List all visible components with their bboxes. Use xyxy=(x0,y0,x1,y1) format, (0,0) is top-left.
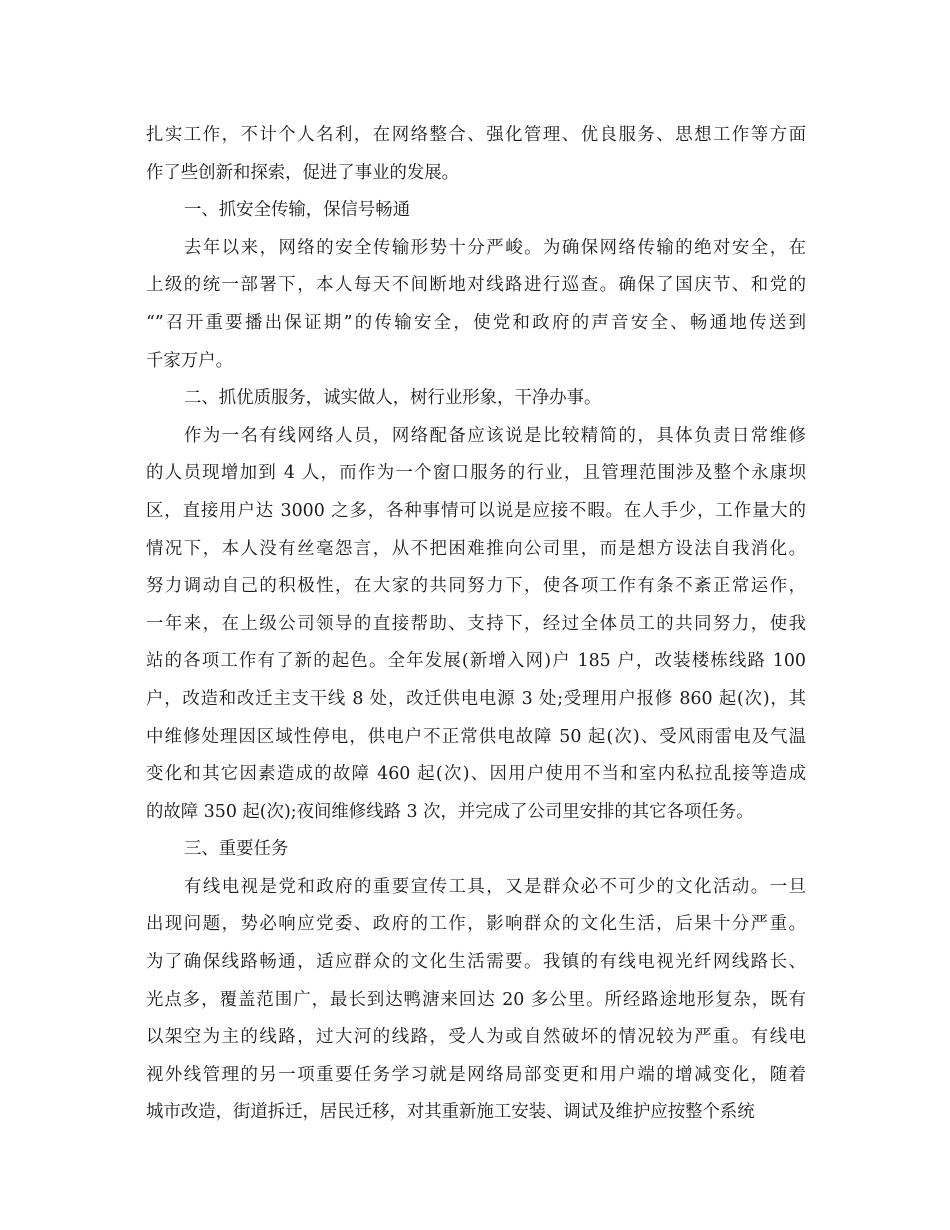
text-line: 作了些创新和探索，促进了事业的发展。 xyxy=(146,162,460,183)
text-line: 一年来，在上级公司领导的直接帮助、支持下，经过全体员工的共同努力，使我 xyxy=(146,613,806,634)
paragraph xyxy=(146,418,806,832)
text-line: 扎实工作，不计个人名利，在网络整合、强化管理、优良服务、思想工作等方面 xyxy=(146,125,806,145)
text-line: 努力调动自己的积极性，在大家的共同努力下，使各项工作有条不紊正常运作， xyxy=(146,576,806,597)
paragraph xyxy=(146,230,806,380)
text-line: 站的各项工作有了新的起色。全年发展(新增入网)户 185 户，改装楼栋线路 100 xyxy=(146,651,806,672)
text-line: 去年以来，网络的安全传输形势十分严峻。为确保网络传输的绝对安全，在 xyxy=(184,237,806,258)
text-line: 中维修处理因区域性停电，供电户不正常供电故障 50 起(次)、受风雨雷电及气温 xyxy=(146,726,806,747)
text-line: 变化和其它因素造成的故障 460 起(次)、因用户使用不当和室内私拉乱接等造成 xyxy=(146,764,806,785)
text-line: 千家万户。 xyxy=(146,350,233,371)
text-line: 城市改造，街道拆迁，居民迁移，对其重新施工安装、调试及维护应按整个系统 xyxy=(146,1102,755,1123)
paragraph xyxy=(146,831,806,869)
text-line: “”召开重要播出保证期”的传输安全，使党和政府的声音安全、畅通地传送到 xyxy=(146,312,806,333)
paragraph xyxy=(146,192,806,230)
text-line: 的人员现增加到 4 人，而作为一个窗口服务的行业，且管理范围涉及整个永康坝 xyxy=(146,463,806,484)
paragraph xyxy=(146,380,806,418)
text-line: 有线电视是党和政府的重要宣传工具，又是群众必不可少的文化活动。一旦 xyxy=(184,876,806,897)
paragraph xyxy=(146,117,806,192)
paragraph xyxy=(146,869,806,1132)
text-line: 区，直接用户达 3000 之多，各种事情可以说是应接不暇。在人手少，工作量大的 xyxy=(146,500,806,521)
text-line: 户，改造和改迁主支干线 8 处，改迁供电电源 3 处;受理用户报修 860 起(次)，其 xyxy=(146,688,806,709)
text-line: 视外线管理的另一项重要任务学习就是网络局部变更和用户端的增减变化，随着 xyxy=(146,1064,806,1085)
text-line: 以架空为主的线路，过大河的线路，受人为或自然破坏的情况较为严重。有线电 xyxy=(146,1027,806,1048)
text-line: 为了确保线路畅通，适应群众的文化生活需要。我镇的有线电视光纤网线路长、 xyxy=(146,952,806,973)
text-line: 三、重要任务 xyxy=(184,839,289,860)
document-page xyxy=(146,117,806,1132)
text-line: 一、抓安全传输，保信号畅通 xyxy=(184,200,411,221)
text-line: 作为一名有线网络人员，网络配备应该说是比较精简的，具体负责日常维修 xyxy=(184,425,806,446)
text-line: 二、抓优质服务，诚实做人，树行业形象，干净办事。 xyxy=(184,388,602,409)
text-line: 光点多，覆盖范围广，最长到达鸭溏来回达 20 多公里。所经路途地形复杂，既有 xyxy=(146,989,806,1010)
text-line: 出现问题，势必响应党委、政府的工作，影响群众的文化生活，后果十分严重。 xyxy=(146,914,806,935)
text-line: 的故障 350 起(次);夜间维修线路 3 次，并完成了公司里安排的其它各项任务。 xyxy=(146,801,754,822)
text-line: 情况下，本人没有丝毫怨言，从不把困难推向公司里，而是想方设法自我消化。 xyxy=(146,538,806,559)
text-line: 上级的统一部署下，本人每天不间断地对线路进行巡查。确保了国庆节、和党的 xyxy=(146,275,806,296)
